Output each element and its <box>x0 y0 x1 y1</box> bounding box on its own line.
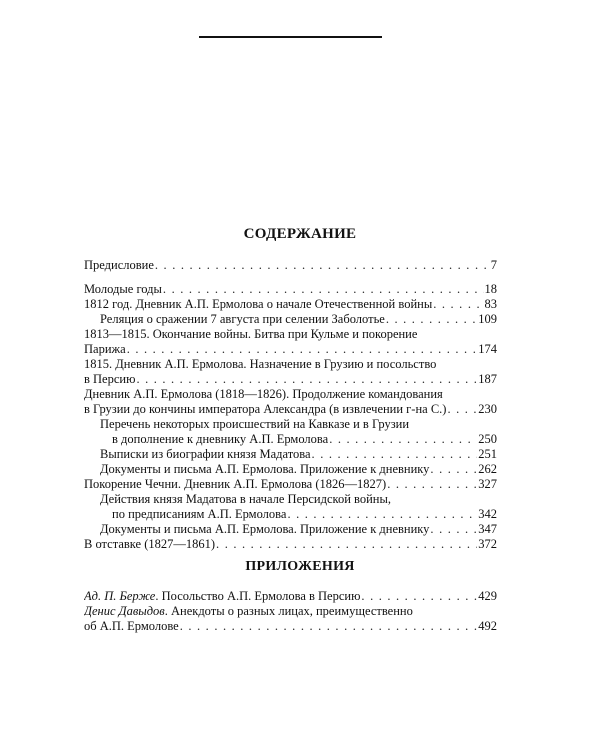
toc-entry[interactable] <box>84 342 497 357</box>
dot-leader <box>387 477 477 492</box>
dot-leader <box>216 537 477 552</box>
appendix-author: Ад. П. Берже <box>84 589 156 603</box>
toc-entry-title: 1813—1815. Окончание войны. Битва при Кульме и покорение <box>84 327 418 341</box>
toc-entry[interactable] <box>84 432 497 447</box>
toc-entry[interactable] <box>84 372 497 387</box>
toc-entry-title: Парижа <box>84 342 126 356</box>
appendix-work: . Анекдоты о разных лицах, преимущественно <box>164 604 413 618</box>
toc-entry-page: 109 <box>478 312 497 326</box>
toc-entry-title: В отставке (1827—1861) <box>84 537 216 551</box>
toc-entry-title: Действия князя Мадатова в начале Персидской войны, <box>100 492 391 506</box>
appendix-entry-line[interactable] <box>84 604 497 619</box>
dot-leader <box>136 372 477 387</box>
appendix-list <box>84 589 497 634</box>
toc-entry-page: 251 <box>478 447 497 461</box>
toc-entry-title: Покорение Чечни. Дневник А.П. Ермолова (1826—1827) <box>84 477 387 491</box>
dot-leader <box>361 589 477 604</box>
dot-leader <box>163 282 484 297</box>
toc-entry-page: 18 <box>484 282 497 296</box>
toc-entry-page: 7 <box>490 258 497 272</box>
toc-entry-page: 187 <box>478 372 497 386</box>
toc-entry-page: 372 <box>478 537 497 551</box>
toc-entry[interactable] <box>84 522 497 537</box>
toc-entry[interactable] <box>84 462 497 477</box>
appendix-entry-page: 429 <box>478 589 497 603</box>
toc-entry-title: Выписки из биографии князя Мадатова <box>100 447 311 461</box>
toc-entry-title: 1815. Дневник А.П. Ермолова. Назначение в Грузию и посольство <box>84 357 437 371</box>
toc-entry-line[interactable] <box>84 417 497 432</box>
toc-entry-title: Дневник А.П. Ермолова (1818—1826). Продолжение командования <box>84 387 443 401</box>
toc-entry-title: Предисловие <box>84 258 154 272</box>
toc-entry-line[interactable] <box>84 357 497 372</box>
appendix-entry-title <box>84 604 413 618</box>
toc-entry-title: Перечень некоторых происшествий на Кавказе и в Грузии <box>100 417 410 431</box>
toc-entry-title: в Грузии до кончины императора Александра (в извлечении г-на С.) <box>84 402 447 416</box>
toc-entry-page: 347 <box>478 522 497 536</box>
toc-entry-title: Документы и письма А.П. Ермолова. Приложение к дневнику <box>100 462 430 476</box>
dot-leader <box>430 462 477 477</box>
contents-title: СОДЕРЖАНИЕ <box>243 226 357 242</box>
appendix-author: Денис Давыдов <box>84 604 165 618</box>
toc-entry-page: 83 <box>484 297 497 311</box>
toc-entry-title: 1812 год. Дневник А.П. Ермолова о начале Отечественной войны <box>84 297 433 311</box>
toc-entry-title: по предписаниям А.П. Ермолова <box>112 507 287 521</box>
dot-leader <box>287 507 477 522</box>
toc-entry-title: Молодые годы <box>84 282 162 296</box>
dot-leader <box>180 619 478 634</box>
toc-entry-page: 250 <box>478 432 497 446</box>
appendix-entry-title: об А.П. Ермолове <box>84 619 179 633</box>
dot-leader <box>127 342 478 357</box>
toc-entry-page: 342 <box>478 507 497 521</box>
toc-entry[interactable] <box>84 402 497 417</box>
appendix-work: . Посольство А.П. Ермолова в Персию <box>155 589 361 603</box>
appendix-entry[interactable] <box>84 619 497 634</box>
toc-entry-line[interactable] <box>84 327 497 342</box>
toc-entry-title: в дополнение к дневнику А.П. Ермолова <box>112 432 329 446</box>
dot-leader <box>433 297 483 312</box>
dot-leader <box>447 402 477 417</box>
appendix-entry-title <box>84 589 360 604</box>
toc-entry[interactable] <box>84 282 497 297</box>
toc-entry[interactable] <box>84 297 497 312</box>
toc-entry-page: 327 <box>478 477 497 491</box>
toc-entry[interactable] <box>84 447 497 462</box>
top-rule <box>199 36 382 38</box>
dot-leader <box>312 447 478 462</box>
appendix-entry[interactable] <box>84 589 497 604</box>
dot-leader <box>386 312 477 327</box>
dot-leader <box>430 522 477 537</box>
toc-entry-page: 262 <box>478 462 497 476</box>
toc-entry-line[interactable] <box>84 387 497 402</box>
toc-entry-title: в Персию <box>84 372 136 386</box>
dot-leader <box>329 432 477 447</box>
toc-entry[interactable] <box>84 258 497 273</box>
toc-entry[interactable] <box>84 507 497 522</box>
contents-list <box>84 258 497 552</box>
toc-entry[interactable] <box>84 312 497 327</box>
dot-leader <box>155 258 490 273</box>
appendix-entry-page: 492 <box>478 619 497 633</box>
toc-entry-title: Реляция о сражении 7 августа при селении Заболотье <box>100 312 385 326</box>
toc-entry[interactable] <box>84 477 497 492</box>
toc-entry[interactable] <box>84 537 497 552</box>
toc-entry-title: Документы и письма А.П. Ермолова. Приложение к дневнику <box>100 522 430 536</box>
appendix-title: ПРИЛОЖЕНИЯ <box>245 559 355 574</box>
toc-entry-page: 174 <box>478 342 497 356</box>
toc-entry-line[interactable] <box>84 492 497 507</box>
toc-entry-page: 230 <box>478 402 497 416</box>
